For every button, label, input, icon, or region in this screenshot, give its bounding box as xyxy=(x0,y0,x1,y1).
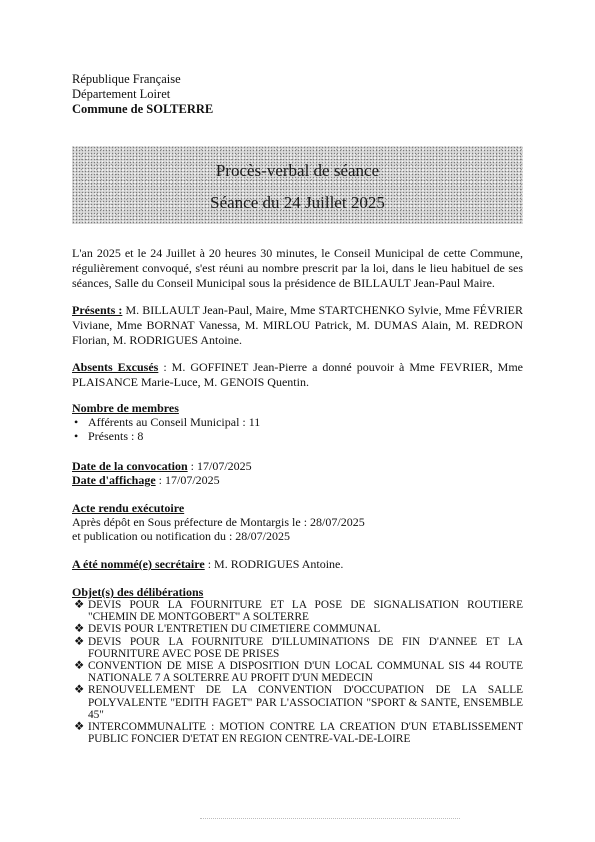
acte-line-1: Après dépôt en Sous préfecture de Montargis le : 28/07/2025 xyxy=(72,515,365,529)
objet-text: CONVENTION DE MISE A DISPOSITION D'UN LOCAL COMMUNAL SIS 44 ROUTE NATIONALE 7 A SOLTERRE AU PROFIT D'UN MEDECIN xyxy=(88,660,523,685)
department-line: Département Loiret xyxy=(72,87,171,101)
membres-list xyxy=(72,415,523,443)
list-item xyxy=(72,415,523,429)
objets-list xyxy=(72,599,523,745)
objet-text: DEVIS POUR LA FOURNITURE ET LA POSE DE SIGNALISATION ROUTIERE "CHEMIN DE MONTGOBERT" A SOLTERRE xyxy=(88,599,523,624)
list-item xyxy=(72,636,523,660)
membres-label: Nombre de membres xyxy=(72,401,179,415)
secretaire-label: A été nommé(e) secrétaire xyxy=(72,557,205,571)
diamond-bullet-icon: ❖ xyxy=(74,660,85,673)
objets-label: Objet(s) des délibérations xyxy=(72,585,204,599)
dates-section xyxy=(72,459,523,487)
objet-text: INTERCOMMUNALITE : MOTION CONTRE LA CREATION D'UN ETABLISSEMENT PUBLIC FONCIER D'ETAT EN REGION CENTRE-VAL-DE-LOIRE xyxy=(88,721,523,746)
membres-afferents: Afférents au Conseil Municipal : 11 xyxy=(88,415,261,429)
convocation-line xyxy=(72,459,523,473)
affichage-label: Date d'affichage xyxy=(72,473,156,487)
diamond-bullet-icon: ❖ xyxy=(74,635,85,648)
diamond-bullet-icon: ❖ xyxy=(74,599,85,611)
diamond-bullet-icon: ❖ xyxy=(74,684,85,697)
bullet-icon: • xyxy=(74,429,79,443)
acte-label: Acte rendu exécutoire xyxy=(72,501,185,515)
list-item xyxy=(72,599,523,623)
acte-section xyxy=(72,501,523,543)
footer-divider xyxy=(200,818,460,821)
presents-paragraph xyxy=(72,303,523,348)
list-item xyxy=(72,721,523,745)
objets-section xyxy=(72,585,523,745)
presents-text: M. BILLAULT Jean-Paul, Maire, Mme STARTCHENKO Sylvie, Mme FÉVRIER Viviane, Mme BORNAT Vanessa, M. MIRLOU Patrick, M. DUMAS Alain, M. REDRON Florian, M. RODRIGUES Antoine. xyxy=(72,303,523,347)
country-line: République Française xyxy=(72,72,181,86)
membres-presents: Présents : 8 xyxy=(88,429,144,443)
intro-paragraph: L'an 2025 et le 24 Juillet à 20 heures 30 minutes, le Conseil Municipal de cette Commune, régulièrement convoqué, s'est réuni au nombre prescrit par la loi, dans le lieu habituel de ses séances, Salle du Conseil Municipal sous la présidence de BILLAULT Jean-Paul Maire. xyxy=(72,246,523,290)
objet-text: DEVIS POUR LA FOURNITURE D'ILLUMINATIONS DE FIN D'ANNEE ET LA FOURNITURE AVEC POSE DE PRISES xyxy=(88,635,523,660)
list-item xyxy=(72,429,523,443)
absents-text: : M. GOFFINET Jean-Pierre a donné pouvoir à Mme FEVRIER, Mme PLAISANCE Marie-Luce, M. GENOIS Quentin. xyxy=(72,360,523,389)
diamond-bullet-icon: ❖ xyxy=(74,721,85,734)
list-item xyxy=(72,623,523,635)
affichage-line xyxy=(72,473,523,487)
presents-label: Présents : xyxy=(72,303,123,317)
absents-label: Absents Excusés xyxy=(72,360,159,374)
banner-title: Procès-verbal de séance xyxy=(215,161,380,180)
document-header xyxy=(72,72,213,117)
bullet-icon: • xyxy=(74,415,79,429)
secretaire-value: : M. RODRIGUES Antoine. xyxy=(204,557,344,571)
affichage-value: : 17/07/2025 xyxy=(155,473,220,487)
list-item xyxy=(72,660,523,684)
commune-line: Commune de SOLTERRE xyxy=(72,102,214,116)
membres-section xyxy=(72,401,523,443)
list-item xyxy=(72,684,523,721)
absents-paragraph xyxy=(72,360,523,390)
acte-line-2: et publication ou notification du : 28/07/2025 xyxy=(72,529,290,543)
objet-text: DEVIS POUR L'ENTRETIEN DU CIMETIERE COMMUNAL xyxy=(88,623,381,636)
objet-text: RENOUVELLEMENT DE LA CONVENTION D'OCCUPATION DE LA SALLE POLYVALENTE "EDITH FAGET" PAR L'ASSOCIATION "SPORT & SANTE, ENSEMBLE 45" xyxy=(88,684,523,721)
title-banner xyxy=(72,146,523,224)
secretaire-section xyxy=(72,557,523,571)
convocation-label: Date de la convocation xyxy=(72,459,188,473)
banner-subtitle: Séance du 24 Juillet 2025 xyxy=(210,193,385,212)
diamond-bullet-icon: ❖ xyxy=(74,623,85,636)
convocation-value: : 17/07/2025 xyxy=(187,459,252,473)
